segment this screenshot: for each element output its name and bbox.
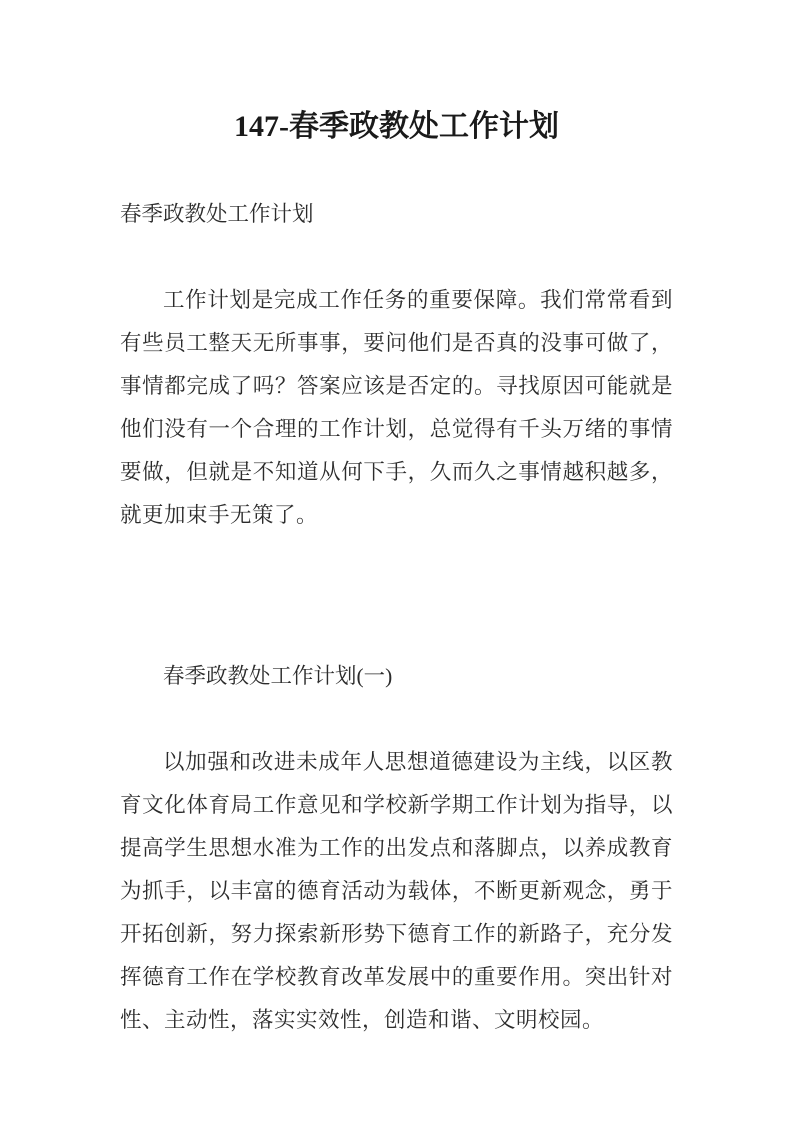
- section-heading-part-one: 春季政教处工作计划(一): [163, 664, 393, 688]
- intro-line: 春季政教处工作计划: [120, 202, 314, 226]
- document-title: 147-春季政教处工作计划: [234, 110, 559, 143]
- paragraph-part-one-body: 以加强和改进未成年人思想道德建设为主线，以区教育文化体育局工作意见和学校新学期工作计划为指导，以提高学生思想水准为工作的出发点和落脚点，以养成教育为抓手，以丰富的德育活动为载体，不断更新观念，勇于开拓创新，努力探索新形势下德育工作的新路子，充分发挥德育工作在学校教育改革发展中的重要作用。突出针对性、主动性，落实实效性，创造和谐、文明校园。: [120, 750, 673, 1032]
- paragraph-introduction: 工作计划是完成工作任务的重要保障。我们常常看到有些员工整天无所事事，要问他们是否真的没事可做了，事情都完成了吗？答案应该是否定的。寻找原因可能就是他们没有一个合理的工作计划，总觉得有千头万绪的事情要做，但就是不知道从何下手，久而久之事情越积越多，就更加束手无策了。: [120, 288, 673, 527]
